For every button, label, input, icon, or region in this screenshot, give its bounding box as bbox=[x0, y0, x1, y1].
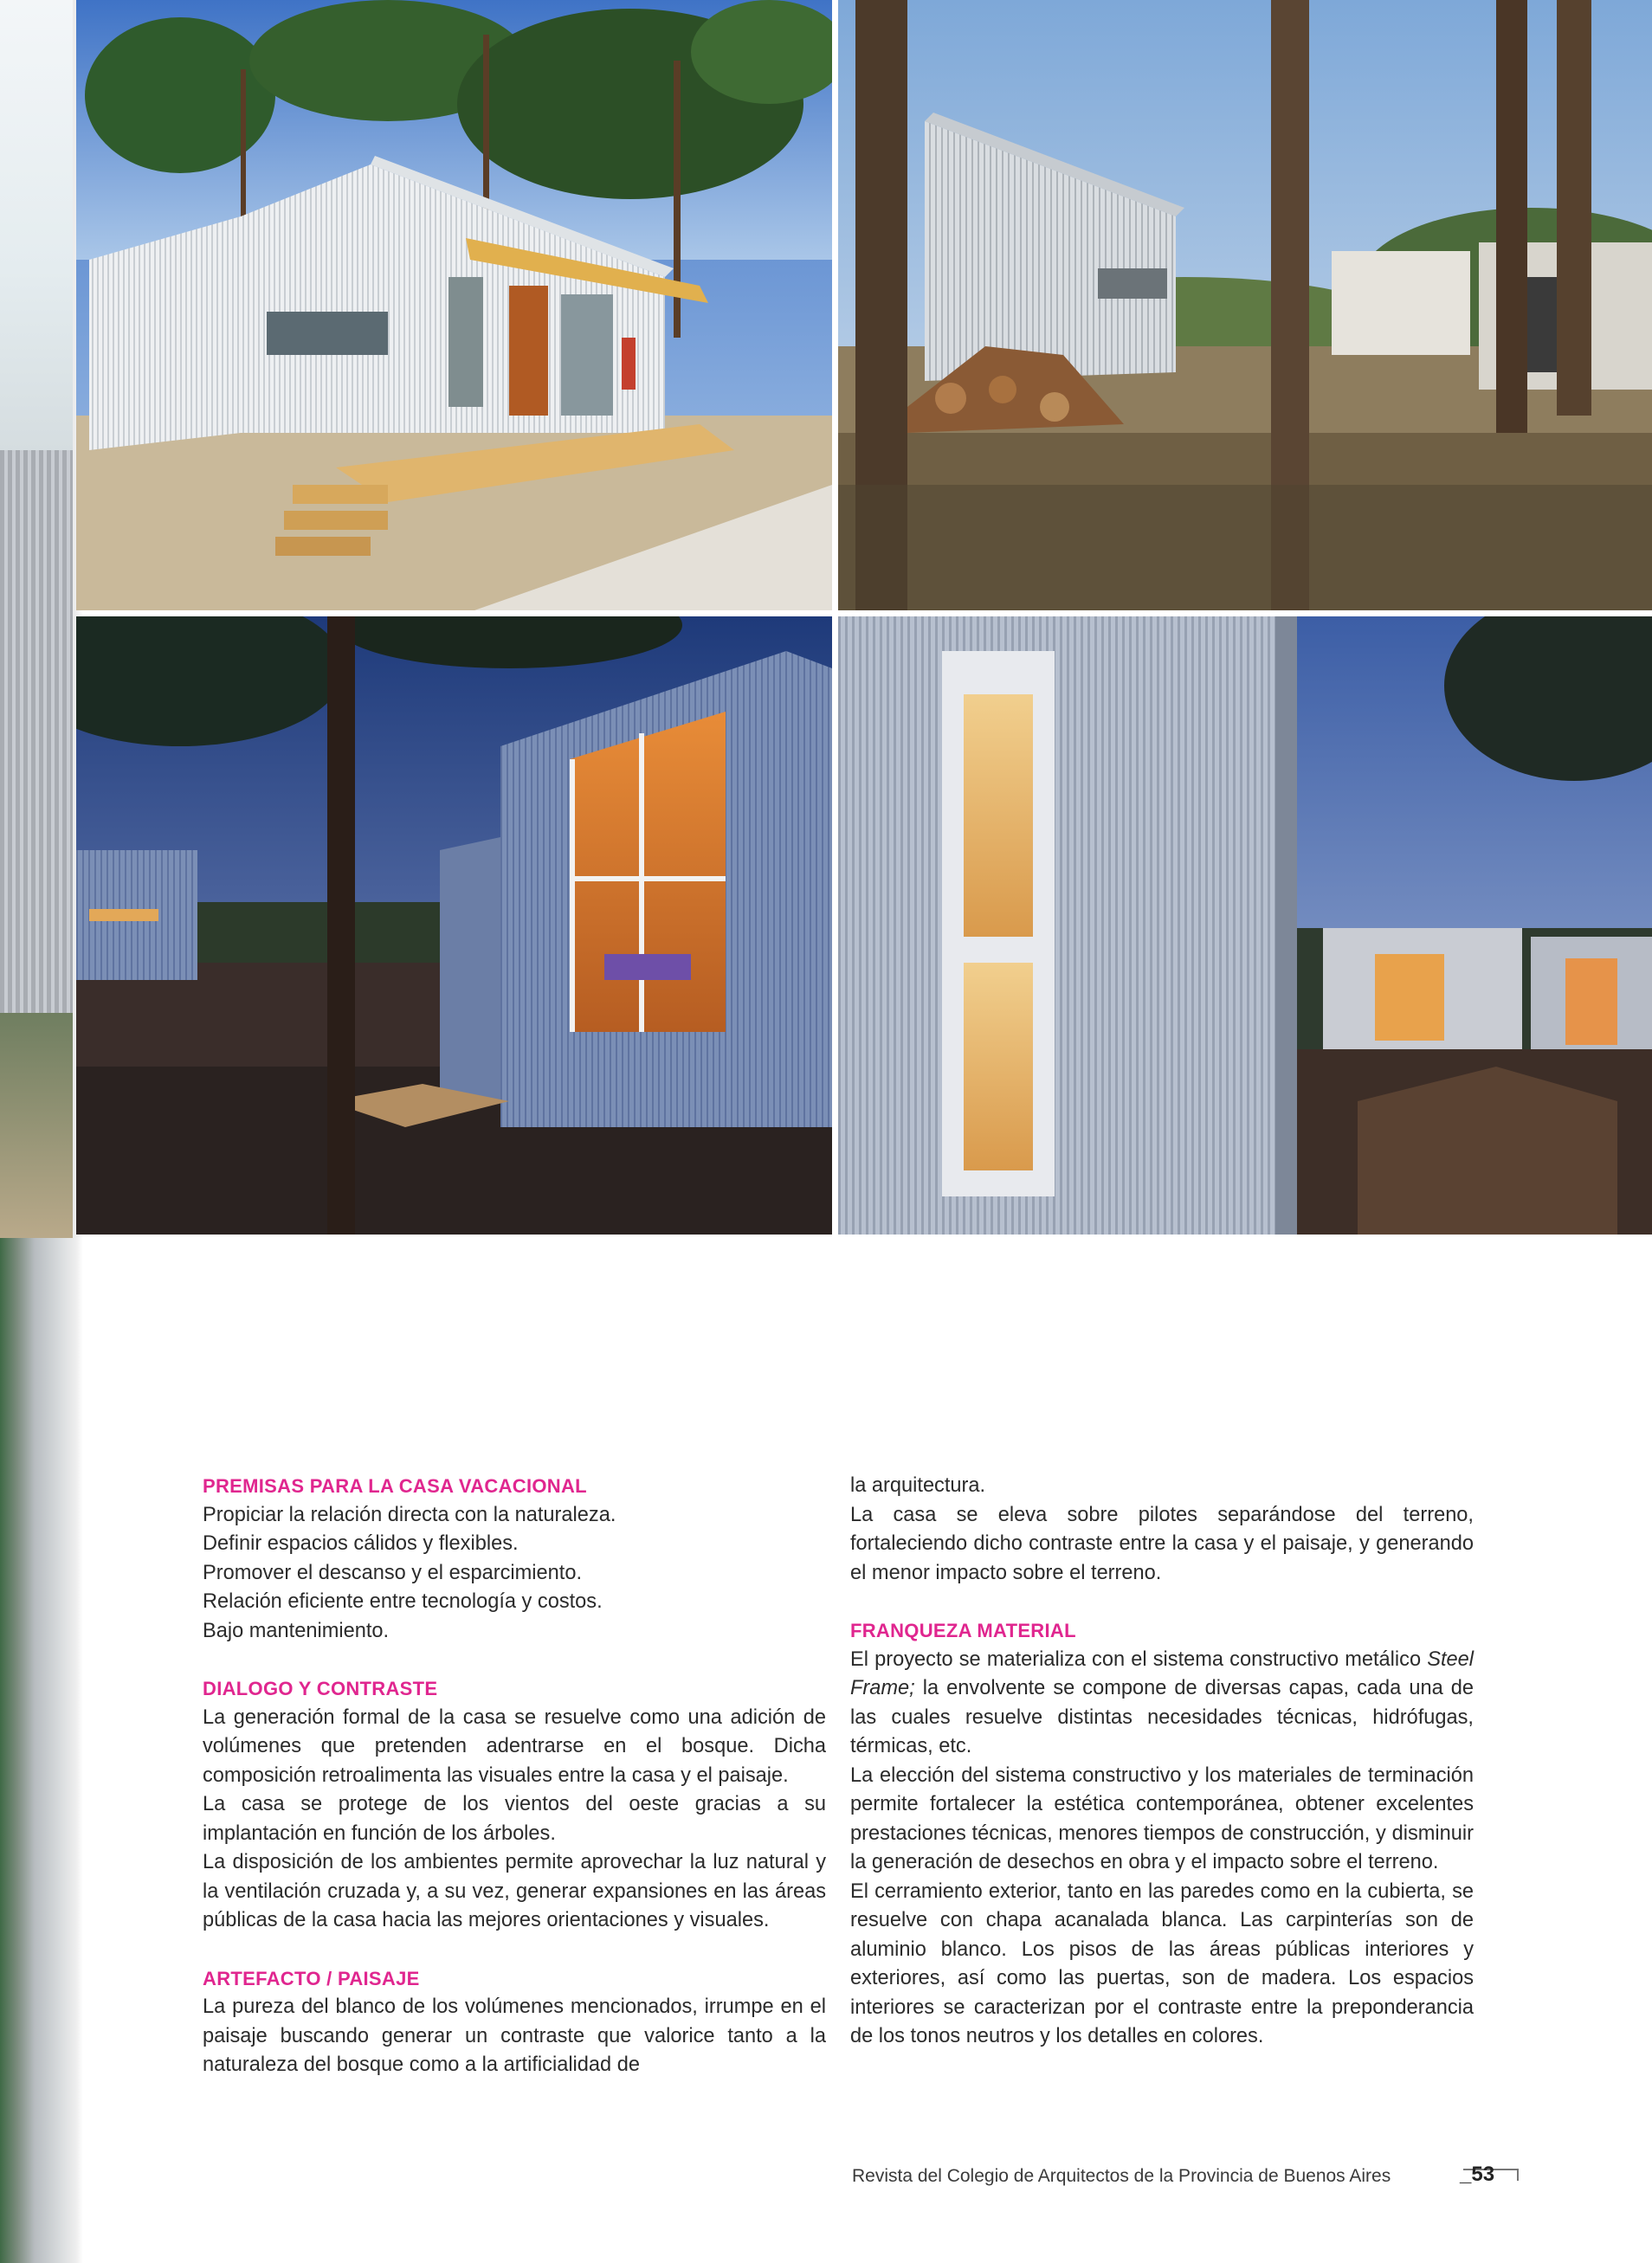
paragraph: La disposición de los ambientes permite aprovechar la luz natural y la ventilación cruzada y, a su vez, generar expansiones en las áreas públicas de la casa hacia las mejores orientaciones y visuales. bbox=[203, 1851, 826, 1931]
photo-house-day-deck bbox=[76, 0, 832, 610]
text-column-right bbox=[850, 1472, 1474, 2052]
section-premisas bbox=[203, 1472, 826, 1646]
paragraph: El cerramiento exterior, tanto en las paredes como en la cubierta, se resuelve con chapa acanalada blanca. Las carpinterías son de aluminio blanco. Los pisos de las áreas públicas interiores y exteriores, así como las puertas, son de madera. Los espacios interiores se caracterizan por el contraste entre la preponderancia de los tonos neutros y los detalles en colores. bbox=[850, 1879, 1474, 2047]
list-item: Bajo mantenimiento. bbox=[203, 1619, 390, 1642]
section-franqueza bbox=[850, 1616, 1474, 2052]
text-run: la envolvente se compone de diversas capas, cada una de las cuales resuelve distintas necesidades técnicas, hidrófugas, térmicas, etc. bbox=[850, 1677, 1474, 1757]
photo-narrow-window-dusk bbox=[838, 616, 1652, 1235]
section-spacer bbox=[203, 1646, 826, 1674]
section-spacer bbox=[850, 1588, 1474, 1616]
text-column-left bbox=[203, 1472, 826, 2080]
paragraph: La elección del sistema constructivo y los materiales de terminación permite fortalecer la estética contemporánea, obtener excelentes prestaciones técnicas, menores tiempos de construcción, y disminuir la generación de desechos en obra y el impacto sobre el terreno. bbox=[850, 1763, 1474, 1873]
paragraph: La generación formal de la casa se resuelve como una adición de volúmenes que pretenden adentrarse en el bosque. Dicha composición retroalimenta las visuales entre la casa y el paisaje. bbox=[203, 1705, 826, 1787]
heading-artefacto: ARTEFACTO / PAISAJE bbox=[203, 1967, 420, 1989]
section-spacer bbox=[203, 1936, 826, 1964]
gutter-sky bbox=[0, 0, 73, 450]
heading-franqueza: FRANQUEZA MATERIAL bbox=[850, 1620, 1076, 1641]
text-run-italic: Steel Frame; bbox=[850, 1647, 1474, 1699]
list-item: Propiciar la relación directa con la naturaleza. bbox=[203, 1503, 616, 1526]
list-item: Promover el descanso y el esparcimiento. bbox=[203, 1561, 582, 1584]
paragraph: La pureza del blanco de los volúmenes mencionados, irrumpe en el paisaje buscando generar un contraste que valorice tanto a la naturaleza del bosque como a la artificialidad de bbox=[203, 1995, 826, 2076]
page-number: _53 bbox=[1460, 2163, 1495, 2186]
section-artefacto bbox=[203, 1964, 826, 2080]
paragraph-continuation: la arquitectura. bbox=[850, 1474, 986, 1497]
paragraph bbox=[850, 1646, 1474, 1762]
section-dialogo bbox=[203, 1674, 826, 1936]
paragraph: La casa se eleva sobre pilotes separándose del terreno, fortaleciendo dicho contraste entre la casa y el paisaje, y generando el menor impacto sobre el terreno. bbox=[850, 1503, 1474, 1584]
photo-house-pines-firewood bbox=[838, 0, 1652, 610]
text-run: El proyecto se materializa con el sistema constructivo metálico bbox=[850, 1647, 1428, 1671]
paragraph: La casa se protege de los vientos del oeste gracias a su implantación en función de los árboles. bbox=[203, 1793, 826, 1845]
gutter-ground bbox=[0, 1013, 73, 1238]
list-item: Definir espacios cálidos y flexibles. bbox=[203, 1532, 519, 1555]
publication-footer: Revista del Colegio de Arquitectos de la Provincia de Buenos Aires bbox=[852, 2166, 1391, 2186]
photo-house-dusk-window bbox=[76, 616, 832, 1235]
list-item: Relación eficiente entre tecnología y costos. bbox=[203, 1590, 603, 1613]
heading-premisas: PREMISAS PARA LA CASA VACACIONAL bbox=[203, 1475, 587, 1497]
gutter-corrugated-wall bbox=[0, 450, 73, 1013]
heading-dialogo: DIALOGO Y CONTRASTE bbox=[203, 1678, 438, 1699]
facing-page-gutter bbox=[0, 0, 83, 2263]
